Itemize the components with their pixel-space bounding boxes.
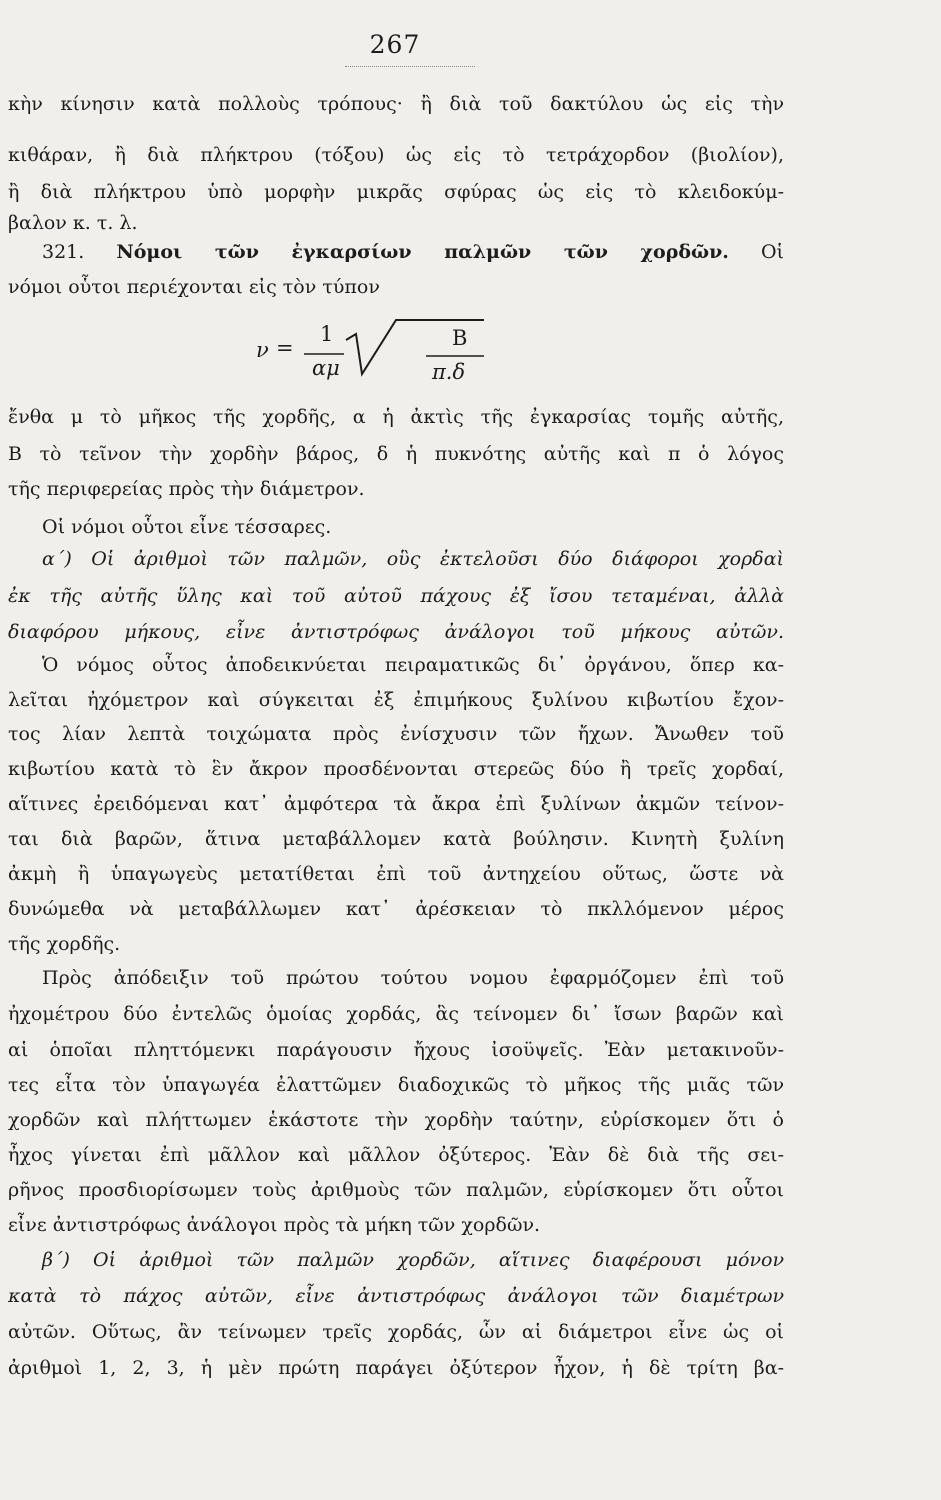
text-line: ἀκμὴ ἢ ὑπαγωγεὺς μετατίθεται ἐπὶ τοῦ ἀντηχείου οὕτως, ὥστε νὰ <box>8 863 784 885</box>
text-line: αἵτινες ἐρειδόμεναι κατ᾽ ἀμφότερα τὰ ἄκρα ἐπὶ ξυλίνων ἀκμῶν τείνον- <box>8 793 784 815</box>
text-line: κὴν κίνησιν κατὰ πολλοὺς τρόπους· ἢ διὰ τοῦ δακτύλου ὡς εἰς τὴν <box>8 93 784 115</box>
text-line: ρῆνος προσδιορίσωμεν τοὺς ἀριθμοὺς τῶν παλμῶν, εὑρίσκομεν ὅτι οὗτοι <box>8 1179 784 1201</box>
formula-lines <box>256 312 496 392</box>
header-rule <box>345 66 475 67</box>
text-line: αἱ ὁποῖαι πληττόμενκι παράγουσιν ἤχους ἰσοϋψεῖς. Ἐὰν μετακινοῦν- <box>8 1039 784 1061</box>
text-line: τῆς χορδῆς. <box>8 933 121 955</box>
text-line: B τὸ τεῖνον τὴν χορδὴν βάρος, δ ἡ πυκνότης αὐτῆς καὶ π ὁ λόγος <box>8 443 784 465</box>
text-line: τος λίαν λεπτὰ τοιχώματα πρὸς ἐνίσχυσιν τῶν ἤχων. Ἄνωθεν τοῦ <box>8 723 784 745</box>
text-line: ἠχομέτρου δύο ἐντελῶς ὁμοίας χορδάς, ἃς τείνομεν δι᾽ ἴσων βαρῶν καὶ <box>8 1003 784 1025</box>
formula-nu: ν <box>256 338 269 362</box>
text-line: ἦχος γίνεται ἐπὶ μᾶλλον καὶ μᾶλλον ὀξύτερος. Ἐὰν δὲ διὰ τῆς σει- <box>8 1144 784 1166</box>
text-line: ἔνθα μ τὸ μῆκος τῆς χορδῆς, α ἡ ἀκτὶς τῆς ἐγκαρσίας τομῆς αὐτῆς, <box>8 406 784 428</box>
law-a-line: α΄) Οἱ ἀριθμοὶ τῶν παλμῶν, οὓς ἐκτελοῦσι δύο διάφοροι χορδαὶ <box>42 548 784 570</box>
text-line: Οἱ νόμοι οὗτοι εἶνε τέσσαρες. <box>42 516 332 538</box>
text-line: χορδῶν καὶ πλήττωμεν ἑκάστοτε τὴν χορδὴν ταύτην, εὑρίσκομεν ὅτι ὁ <box>8 1109 784 1131</box>
text-line: νόμοι οὗτοι περιέχονται εἰς τὸν τύπον <box>8 276 380 298</box>
text-line: κιβωτίου κατὰ τὸ ἓν ἄκρον προσδένονται στερεῶς δύο ἢ τρεῖς χορδαί, <box>8 758 784 780</box>
formula-numerator-one: 1 <box>320 322 334 346</box>
formula-pi-delta: π.δ <box>432 360 466 384</box>
frequency-formula <box>256 312 496 392</box>
text-line: Ὁ νόμος οὗτος ἀποδεικνύεται πειραματικῶς δι᾽ ὀργάνου, ὅπερ κα- <box>42 654 784 676</box>
page-number: 267 <box>369 30 421 59</box>
text-line: ἢ διὰ πλήκτρου ὑπὸ μορφὴν μικρᾶς σφύρας ὡς εἰς τὸ κλειδοκύμ- <box>8 181 784 203</box>
section-continuation: Οἱ <box>760 241 785 263</box>
section-title: Νόμοι τῶν ἐγκαρσίων παλμῶν τῶν χορδῶν. <box>116 241 729 263</box>
text-line: αὐτῶν. Οὕτως, ἂν τείνωμεν τρεῖς χορδάς, ὧν αἱ διάμετροι εἶνε ὡς οἱ <box>8 1321 784 1343</box>
formula-alpha-mu: αμ <box>312 356 340 380</box>
text-line: εἶνε ἀντιστρόφως ἀνάλογοι πρὸς τὰ μήκη τῶν χορδῶν. <box>8 1214 541 1236</box>
text-line: τες εἶτα τὸν ὑπαγωγέα ἐλαττῶμεν διαδοχικῶς τὸ μῆκος τῆς μιᾶς τῶν <box>8 1074 784 1096</box>
text-line: λεῖται ἠχόμετρον καὶ σύγκειται ἐξ ἐπιμήκους ξυλίνου κιβωτίου ἔχον- <box>8 689 784 711</box>
section-number: 321. <box>42 241 85 263</box>
law-a-line: ἐκ τῆς αὐτῆς ὕλης καὶ τοῦ αὐτοῦ πάχους ἐξ ἴσου τεταμέναι, ἀλλὰ <box>8 585 784 607</box>
section-heading <box>8 240 784 264</box>
sqrt-sign <box>346 320 484 374</box>
law-b-line: κατὰ τὸ πάχος αὐτῶν, εἶνε ἀντιστρόφως ἀνάλογοι τῶν διαμέτρων <box>8 1285 784 1307</box>
text-line: βαλον κ. τ. λ. <box>8 212 138 234</box>
text-line: ται διὰ βαρῶν, ἅτινα μεταβάλλομεν κατὰ βούλησιν. Κινητὴ ξυλίνη <box>8 828 784 850</box>
formula-B: B <box>452 326 468 350</box>
law-b-line: β΄) Οἱ ἀριθμοὶ τῶν παλμῶν χορδῶν, αἵτινες διαφέρουσι μόνον <box>42 1249 784 1271</box>
text-line: κιθάραν, ἢ διὰ πλήκτρου (τόξου) ὡς εἰς τὸ τετράχορδον (βιολίον), <box>8 144 784 166</box>
law-a-line: διαφόρου μήκους, εἶνε ἀντιστρόφως ἀνάλογοι τοῦ μήκους αὐτῶν. <box>8 621 784 643</box>
text-line: ἀριθμοὶ 1, 2, 3, ἡ μὲν πρώτη παράγει ὀξύτερον ἦχον, ἡ δὲ τρίτη βα- <box>8 1357 784 1379</box>
text-line: δυνώμεθα νὰ μεταβάλλωμεν κατ᾽ ἀρέσκειαν τὸ πκλλόμενον μέρος <box>8 898 784 920</box>
formula-equals: = <box>276 336 294 360</box>
text-line: τῆς περιφερείας πρὸς τὴν διάμετρον. <box>8 478 365 500</box>
text-line: Πρὸς ἀπόδειξιν τοῦ πρώτου τούτου νομου ἐφαρμόζομεν ἐπὶ τοῦ <box>42 967 784 989</box>
